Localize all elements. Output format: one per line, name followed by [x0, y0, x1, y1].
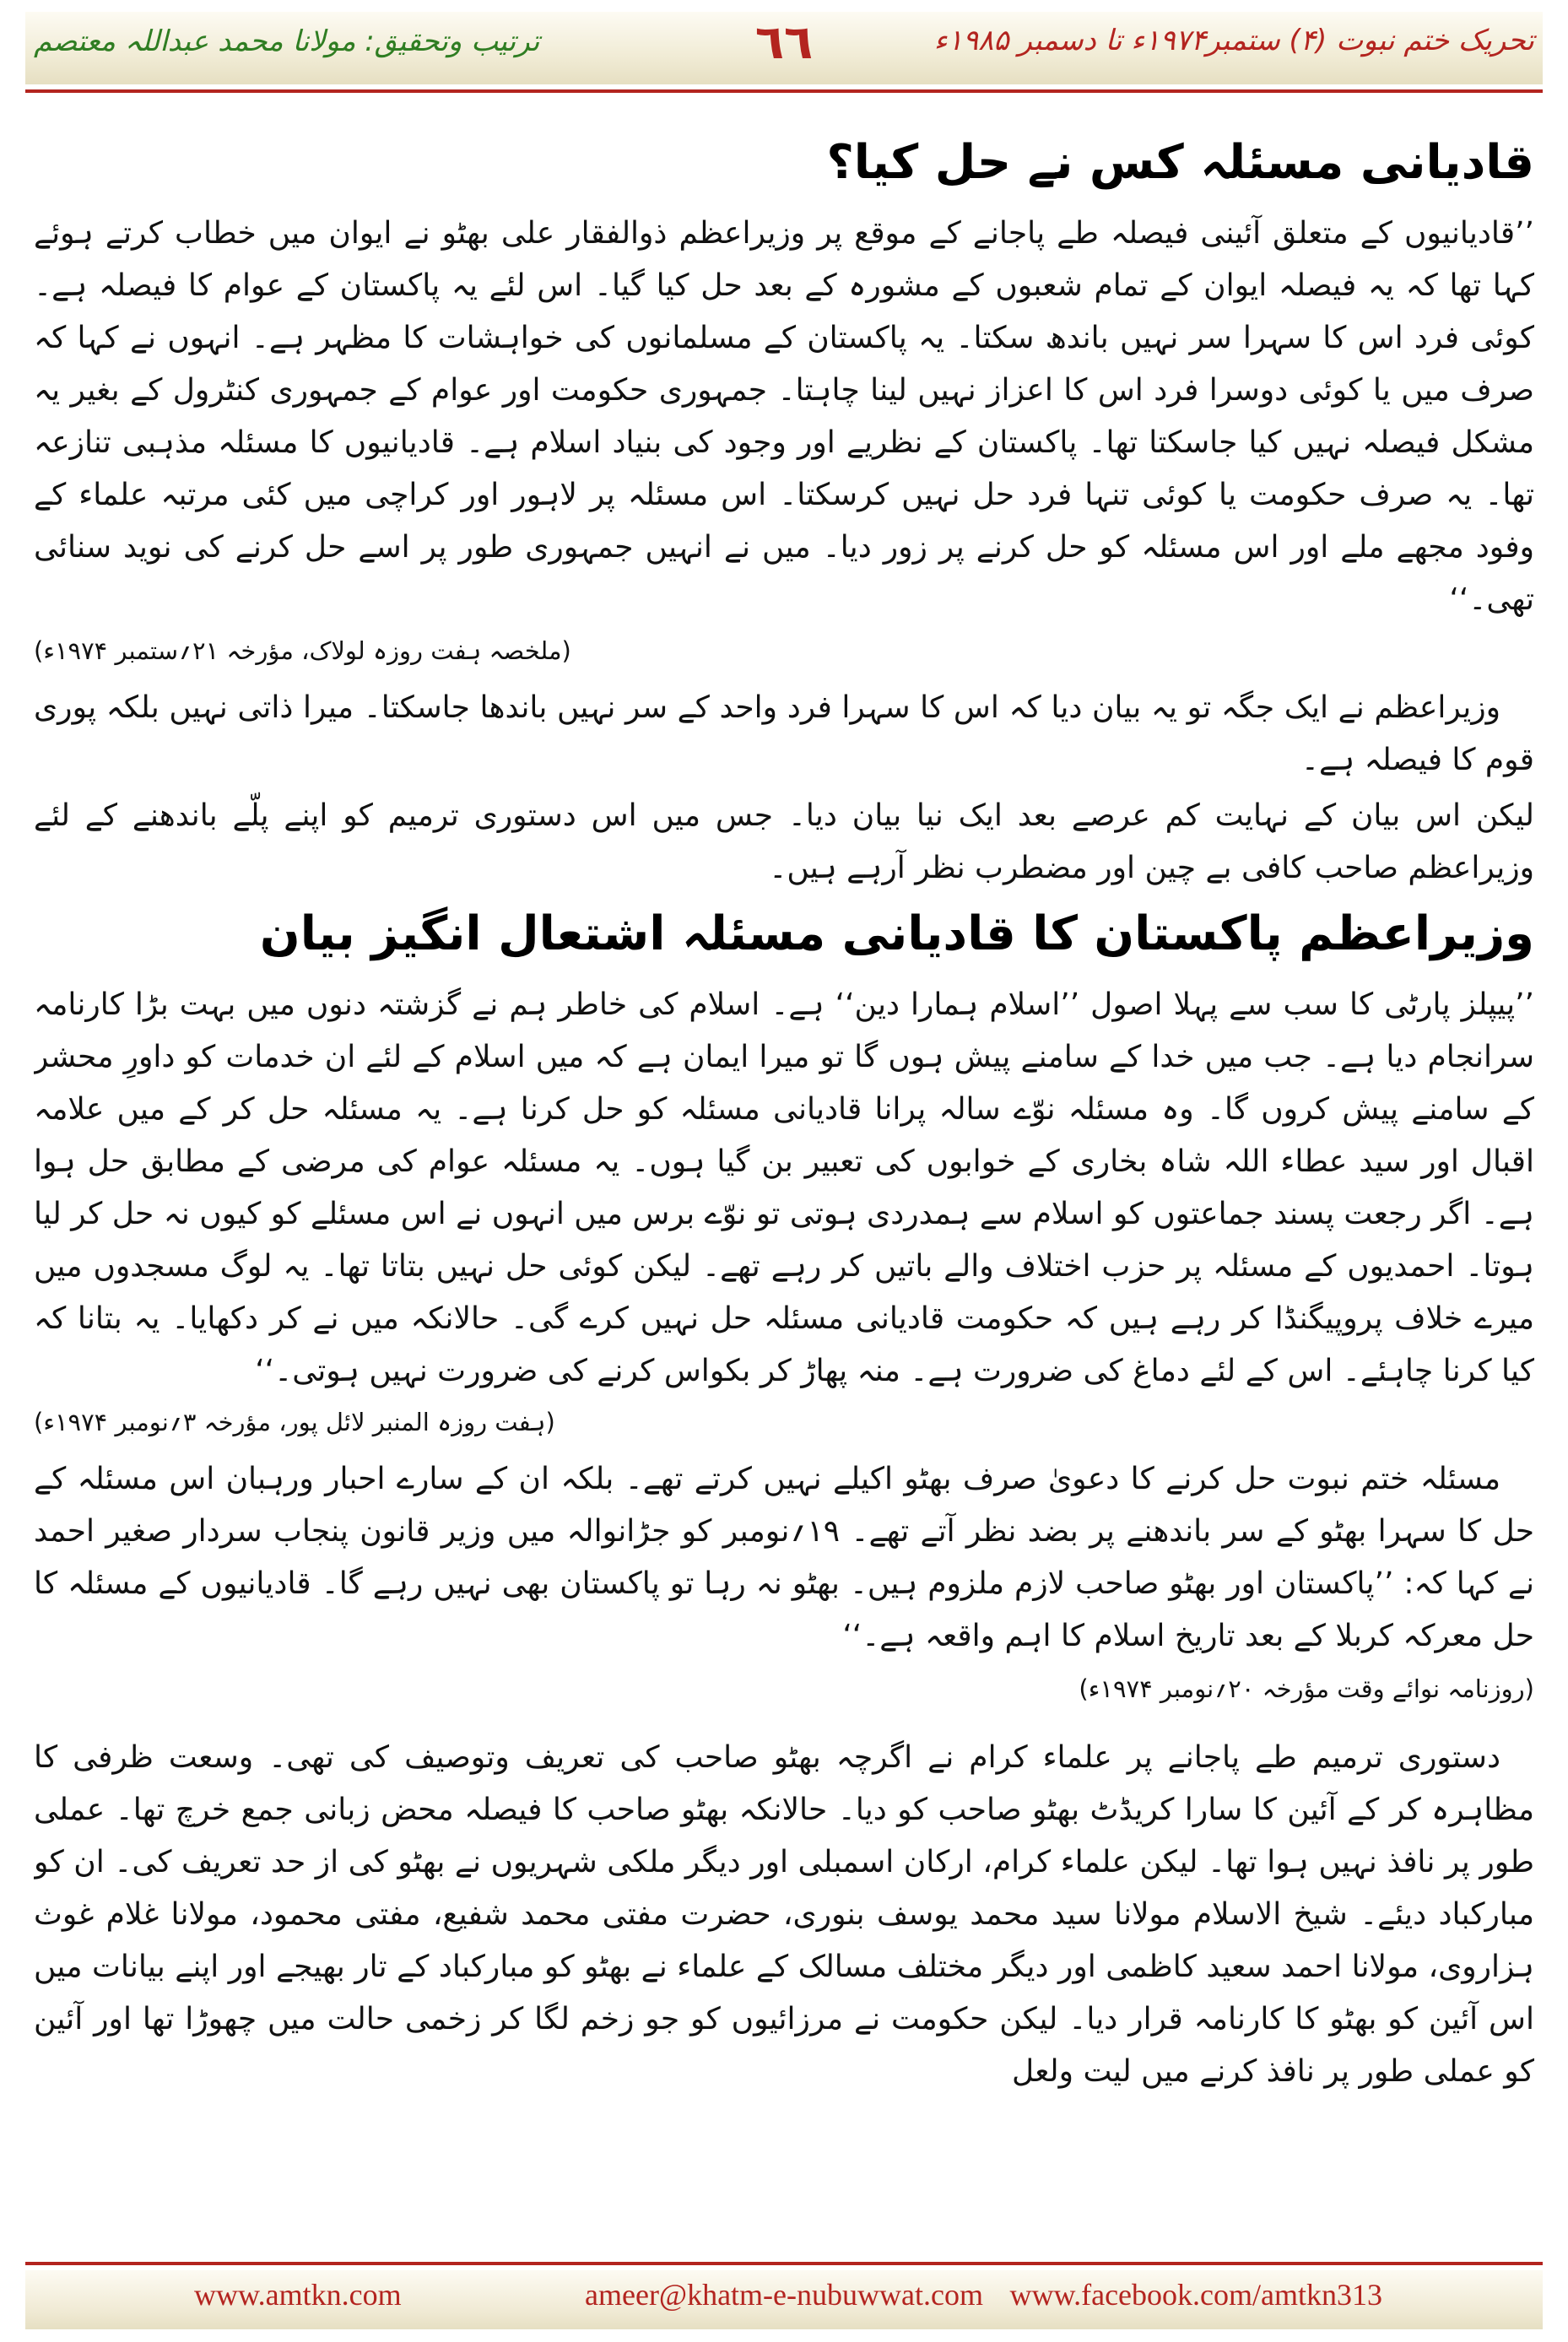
- website-link[interactable]: www.amtkn.com: [194, 2278, 402, 2312]
- paragraph-6: دستوری ترمیم طے پاجانے پر علماء کرام نے اگرچہ بھٹو صاحب کی تعریف وتوصیف کی تھی۔ وسعت ظرفی کا مظاہرہ کر کے آئین کا سارا کریڈٹ بھٹو صاحب کو دیا۔ حالانکہ بھٹو صاحب کا فیصلہ محض زبانی جمع خرچ تھا۔ عملی طور پر نافذ نہیں ہوا تھا۔ لیکن علماء کرام، ارکان اسمبلی اور دیگر ملکی شہریوں نے بھٹو کی از حد تعریف کی۔ ان کو مبارکباد دیئے۔ شیخ الاسلام مولانا سید محمد یوسف بنوری، حضرت مفتی محمد شفیع، مفتی محمود، مولانا غلام غوث ہزاروی، مولانا احمد سعید کاظمی اور دیگر مختلف مسالک کے علماء نے بھٹو کو مبارکباد کے تار بھیجے اور اپنے بیانات میں اس آئین کو بھٹو کا کارنامہ قرار دیا۔ لیکن حکومت نے مرزائیوں کو جو زخم لگا کر زخمی حالت میں چھوڑا تھا اور آئین کو عملی طور پر نافذ کرنے میں لیت ولعل: [34, 1740, 1534, 2089]
- source-citation-3: (روزنامہ نوائے وقت مؤرخہ ۲۰؍نومبر ۱۹۷۴ء): [1079, 1674, 1534, 1703]
- section-heading-2: وزیراعظم پاکستان کا قادیانی مسئلہ اشتعال انگیز بیان: [259, 906, 1534, 961]
- paragraph-5: مسئلہ ختم نبوت حل کرنے کا دعویٰ صرف بھٹو اکیلے نہیں کرتے تھے۔ بلکہ ان کے سارے احبار ورہبان اس مسئلہ کے حل کا سہرا بھٹو کے سر باندھنے پر بضد نظر آتے تھے۔ ۱۹؍نومبر کو جڑانوالہ میں وزیر قانون پنجاب سردار صغیر احمد نے کہا کہ: ’’پاکستان اور بھٹو صاحب لازم ملزوم ہیں۔ بھٹو نہ رہا تو پاکستان بھی نہیں رہے گا۔ قادیانیوں کے مسئلہ کا حل معرکہ کربلا کے بعد تاریخ اسلام کا اہم واقعہ ہے۔‘‘: [34, 1462, 1534, 1653]
- header-compiler: ترتیب وتحقیق: مولانا محمد عبداللہ معتصم: [34, 24, 540, 58]
- page-header: [0, 0, 1568, 101]
- email-link[interactable]: ameer@khatm-e-nubuwwat.com: [585, 2278, 983, 2312]
- article-body: [34, 127, 1534, 2253]
- footer-divider: [25, 2262, 1543, 2265]
- source-citation-1: (ملخصہ ہفت روزہ لولاک، مؤرخہ ۲۱؍ستمبر ۱۹۷۴ء): [34, 636, 571, 665]
- header-divider: [25, 89, 1543, 93]
- facebook-link[interactable]: www.facebook.com/amtkn313: [1009, 2278, 1382, 2312]
- source-citation-2: (ہفت روزہ المنبر لائل پور، مؤرخہ ۳؍نومبر ۱۹۷۴ء): [34, 1408, 555, 1436]
- quote-paragraph-1: ’’قادیانیوں کے متعلق آئینی فیصلہ طے پاجانے کے موقع پر وزیراعظم ذوالفقار علی بھٹو نے ایوان میں خطاب کرتے ہوئے کہا تھا کہ یہ فیصلہ ایوان کے تمام شعبوں کے مشورہ کے بعد حل کیا گیا۔ اس لئے یہ پاکستان کے عوام کا فیصلہ ہے۔ کوئی فرد اس کا سہرا سر نہیں باندھ سکتا۔ یہ پاکستان کے مسلمانوں کی خواہشات کا مظہر ہے۔ انہوں نے کہا کہ صرف میں یا کوئی دوسرا فرد اس کا اعزاز نہیں لینا چاہتا۔ جمہوری حکومت اور عوام کے جمہوری کنٹرول کے بغیر یہ مشکل فیصلہ نہیں کیا جاسکتا تھا۔ پاکستان کے نظریے اور وجود کی بنیاد اسلام ہے۔ قادیانیوں کا مسئلہ مذہبی تنازعہ تھا۔ یہ صرف حکومت یا کوئی تنہا فرد حل نہیں کرسکتا۔ اس مسئلہ پر لاہور اور کراچی میں کئی مرتبہ علماء کے وفود مجھے ملے اور اس مسئلہ کو حل کرنے پر زور دیا۔ میں نے انہیں جمہوری طور پر اسے حل کرنے کی نوید سنائی تھی۔‘‘: [34, 216, 1534, 617]
- paragraph-2: وزیراعظم نے ایک جگہ تو یہ بیان دیا کہ اس کا سہرا فرد واحد کے سر نہیں باندھا جاسکتا۔ میرا ذاتی نہیں بلکہ پوری قوم کا فیصلہ ہے۔: [34, 690, 1534, 777]
- page-number: ٦٦: [754, 15, 814, 70]
- page-footer: [0, 2262, 1568, 2342]
- section-heading-1: قادیانی مسئلہ کس نے حل کیا؟: [826, 135, 1534, 190]
- paragraph-3: لیکن اس بیان کے نہایت کم عرصے بعد ایک نیا بیان دیا۔ جس میں اس دستوری ترمیم کو اپنے پلّے باندھنے کے لئے وزیراعظم صاحب کافی بے چین اور مضطرب نظر آرہے ہیں۔: [34, 798, 1534, 885]
- header-book-title: تحریک ختم نبوت (۴) ستمبر۱۹۷۴ء تا دسمبر ۱۹۸۵ء: [933, 24, 1534, 57]
- quote-paragraph-2: ’’پیپلز پارٹی کا سب سے پہلا اصول ’’اسلام ہمارا دین‘‘ ہے۔ اسلام کی خاطر ہم نے گزشتہ دنوں میں بہت بڑا کارنامہ سرانجام دیا ہے۔ جب میں خدا کے سامنے پیش ہوں گا تو میرا ایمان ہے کہ میں اسلام کے لئے ان خدمات کو داورِ محشر کے سامنے پیش کروں گا۔ وہ مسئلہ نوّے سالہ پرانا قادیانی مسئلہ کو حل کرنا ہے۔ یہ مسئلہ حل کر کے میں علامہ اقبال اور سید عطاء اللہ شاہ بخاری کے خوابوں کی تعبیر بن گیا ہوں۔ یہ مسئلہ عوام کی مرضی کے مطابق حل ہوا ہے۔ اگر رجعت پسند جماعتوں کو اسلام سے ہمدردی ہوتی تو نوّے برس میں انہوں نے اس مسئلے کو کیوں نہ حل کر لیا ہوتا۔ احمدیوں کے مسئلہ پر حزب اختلاف والے باتیں کر رہے تھے۔ لیکن کوئی حل نہیں بتاتا تھا۔ یہ لوگ مسجدوں میں میرے خلاف پروپیگنڈا کر رہے ہیں کہ حکومت قادیانی مسئلہ حل نہیں کرے گی۔ حالانکہ میں نے کر دکھایا۔ یہ بتانا کہ کیا کرنا چاہئے۔ اس کے لئے دماغ کی ضرورت ہے۔ منہ پھاڑ کر بکواس کرنے کی ضرورت نہیں ہوتی۔‘‘: [34, 987, 1534, 1388]
